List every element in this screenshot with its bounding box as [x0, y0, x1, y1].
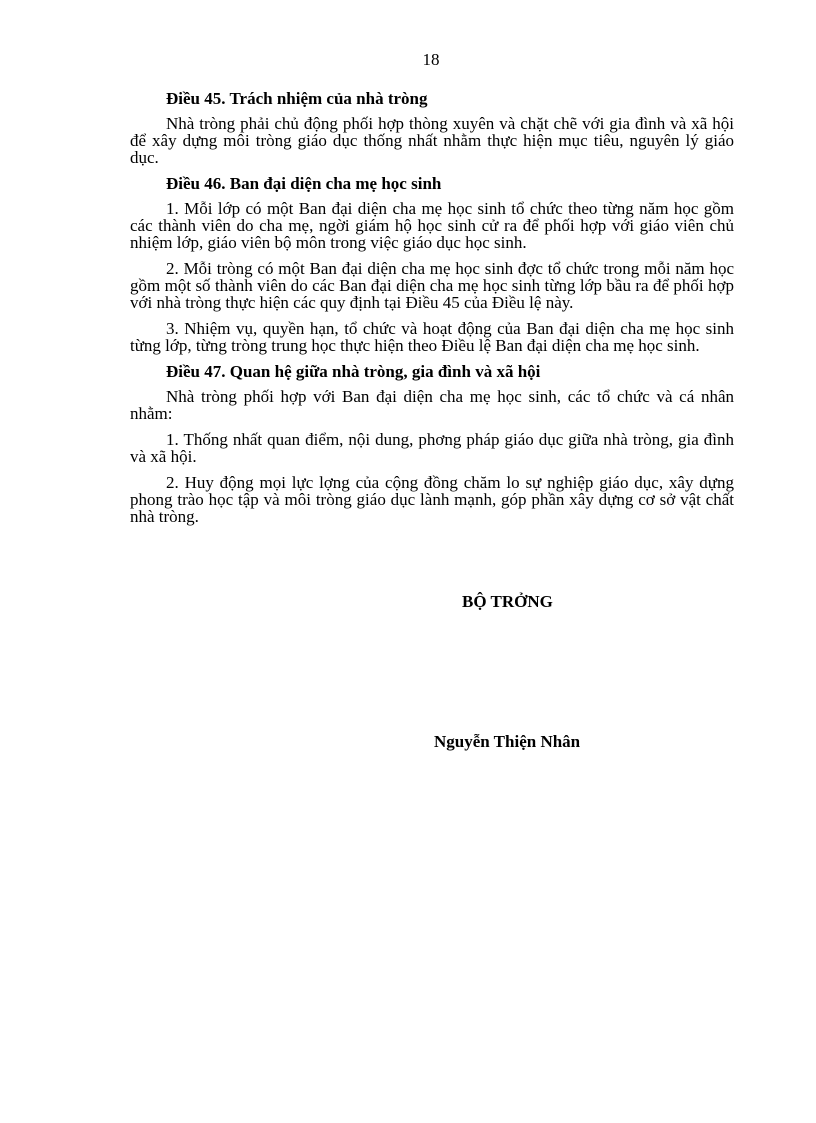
article-heading: Điều 45. Trách nhiệm của nhà tròng: [166, 89, 428, 108]
signature-title: BỘ TRỞNG: [462, 592, 553, 611]
article-paragraph: 1. Thống nhất quan điểm, nội dung, phơng pháp giáo dục giữa nhà tròng, gia đình và xã hội.: [130, 430, 734, 466]
article-paragraph: 2. Mỗi tròng có một Ban đại diện cha mẹ học sinh đợc tổ chức trong mỗi năm học gồm một số thành viên do các Ban đại diện cha mẹ học sinh từng lớp bầu ra để phối hợp với nhà tròng thực hiện các quy định tại Điều 45 của Điều lệ này.: [130, 259, 734, 312]
article-47: [130, 363, 734, 525]
article-46: [130, 175, 734, 354]
article-paragraph: Nhà tròng phối hợp với Ban đại diện cha mẹ học sinh, các tổ chức và cá nhân nhằm:: [130, 387, 734, 423]
article-heading: Điều 46. Ban đại diện cha mẹ học sinh: [166, 174, 442, 193]
article-45: [130, 90, 734, 166]
article-paragraph: 2. Huy động mọi lực lợng của cộng đồng chăm lo sự nghiệp giáo dục, xây dựng phong trào học tập và môi tròng giáo dục lành mạnh, góp phần xây dựng cơ sở vật chất nhà tròng.: [130, 473, 734, 526]
page-number: 18: [422, 50, 440, 69]
document-body: [130, 90, 734, 534]
article-paragraph: 1. Mỗi lớp có một Ban đại diện cha mẹ học sinh tổ chức theo từng năm học gồm các thành viên do cha mẹ, ngời giám hộ học sinh cử ra để phối hợp với giáo viên chủ nhiệm lớp, giáo viên bộ môn trong việc giáo dục học sinh.: [130, 199, 734, 252]
article-paragraph: 3. Nhiệm vụ, quyền hạn, tổ chức và hoạt động của Ban đại diện cha mẹ học sinh từng lớp, từng tròng trung học thực hiện theo Điều lệ Ban đại diện cha mẹ học sinh.: [130, 319, 734, 355]
article-heading: Điều 47. Quan hệ giữa nhà tròng, gia đình và xã hội: [166, 362, 541, 381]
article-paragraph: Nhà tròng phải chủ động phối hợp thòng xuyên và chặt chẽ với gia đình và xã hội để xây dựng môi tròng giáo dục thống nhất nhằm thực hiện mục tiêu, nguyên lý giáo dục.: [130, 114, 734, 167]
signature-name: Nguyễn Thiện Nhân: [434, 732, 581, 751]
